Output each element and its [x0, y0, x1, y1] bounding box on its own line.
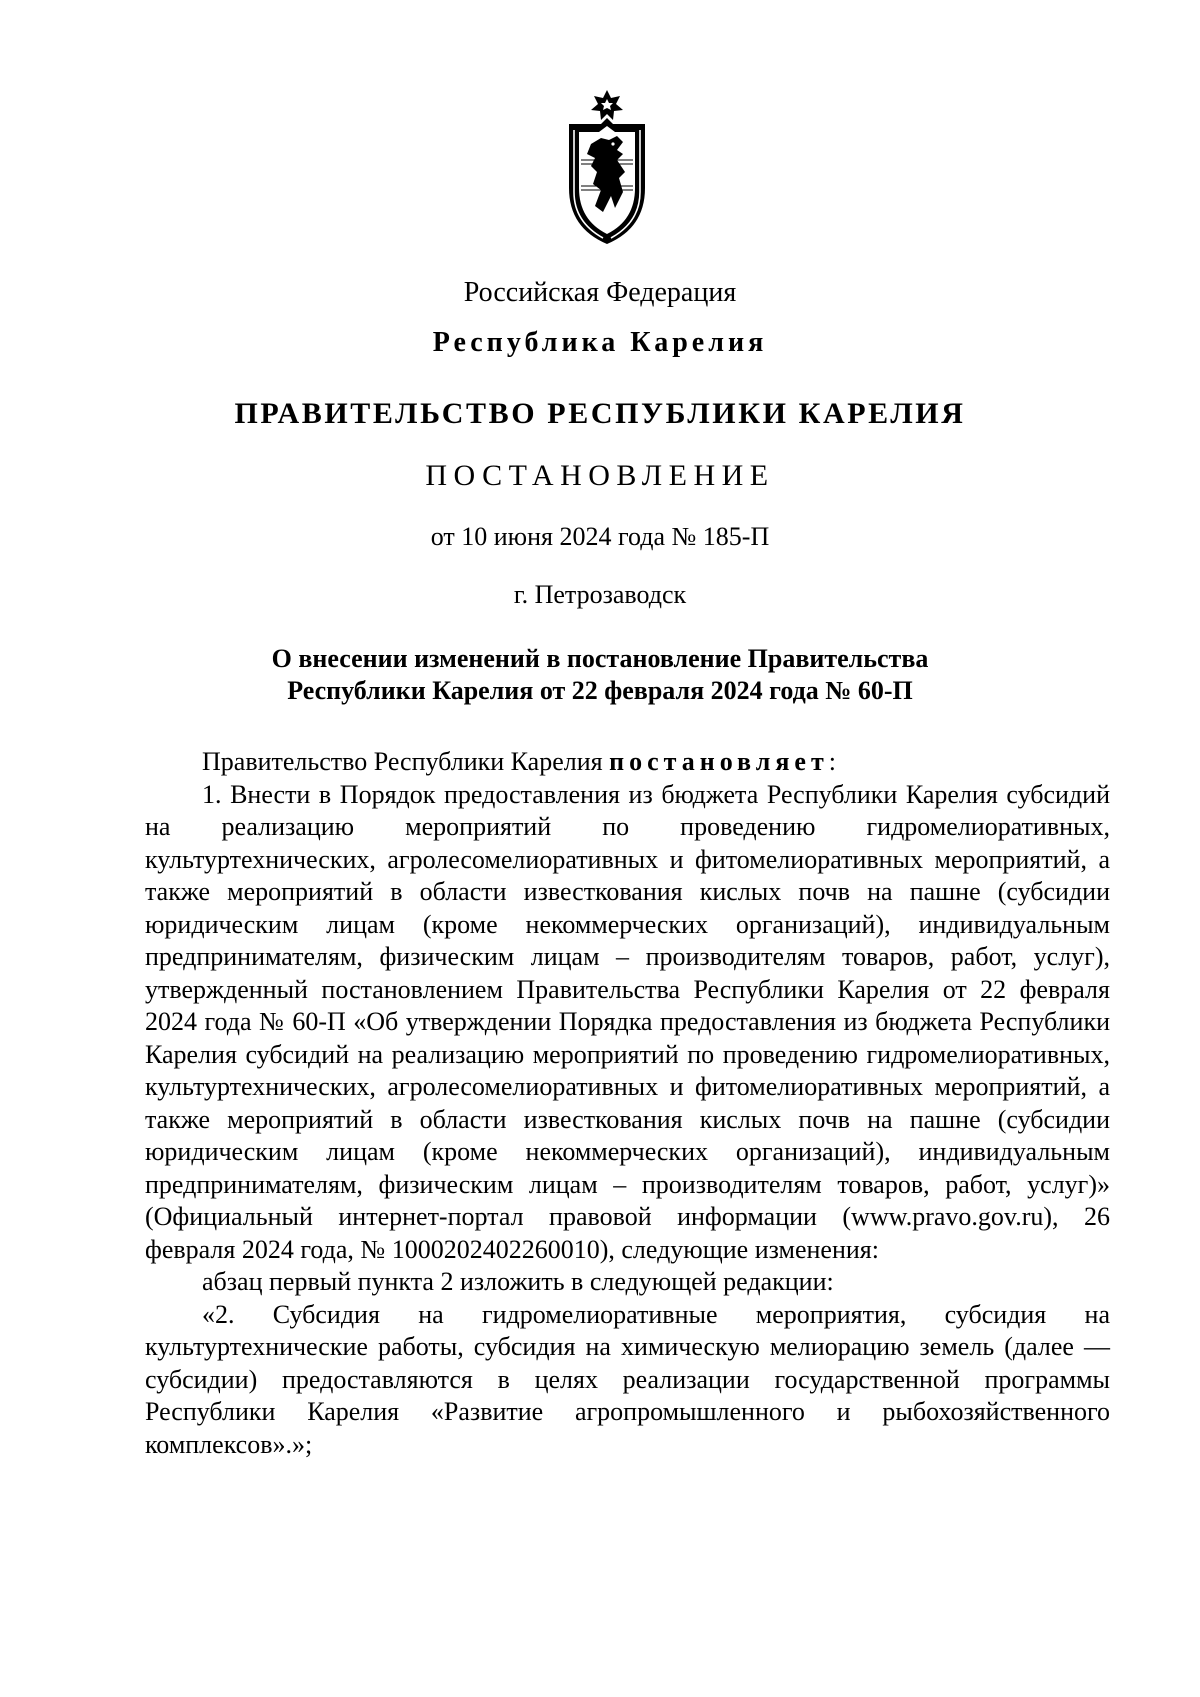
preamble — [145, 746, 1110, 779]
preamble-start: Правительство Республики Карелия — [202, 747, 610, 776]
preamble-end: : — [828, 747, 836, 776]
paragraph-3: «2. Субсидия на гидромелиоративные мероприятия, субсидия на культуртехнические работы, субсидия на химическую мелиорацию земель (далее — субсидии) предоставляются в целях реализации государственной программы Республики Карелия «Развитие агропромышленного и рыбохозяйственного комплексов».»; — [145, 1299, 1110, 1459]
document-body — [145, 746, 1110, 1461]
document-date-number: от 10 июня 2024 года № 185-П — [430, 522, 770, 551]
subject-line-2: Республики Карелия от 22 февраля 2024 года № 60-П — [287, 676, 913, 705]
preamble-verb: постановляет — [609, 747, 829, 776]
government-title: ПРАВИТЕЛЬСТВО РЕСПУБЛИКИ КАРЕЛИЯ — [234, 397, 966, 430]
country-name: Российская Федерация — [463, 277, 737, 308]
document-subject — [0, 643, 1200, 707]
republic-name: Республика Карелия — [432, 327, 768, 358]
document-city: г. Петрозаводск — [513, 580, 687, 609]
coat-of-arms-icon — [557, 88, 657, 248]
subject-line-1: О внесении изменений в постановление Правительства — [271, 644, 929, 673]
document-type: ПОСТАНОВЛЕНИЕ — [425, 459, 775, 492]
paragraph-2: абзац первый пункта 2 изложить в следующей редакции: — [202, 1267, 834, 1296]
paragraph-1: 1. Внести в Порядок предоставления из бюджета Республики Карелия субсидий на реализацию мероприятий по проведению гидромелиоративных, культуртехнических, агролесомелиоративных и фитомелиоративных мероприятий, а также мероприятий в области известкования кислых почв на пашне (субсидии юридическим лицам (кроме некоммерческих организаций), индивидуальным предпринимателям, физическим лицам – производителям товаров, работ, услуг), утвержденный постановлением Правительства Республики Карелия от 22 февраля 2024 года № 60-П «Об утверждении Порядка предоставления из бюджета Республики Карелия субсидий на реализацию мероприятий по проведению гидромелиоративных, культуртехнических, агролесомелиоративных и фитомелиоративных мероприятий, а также мероприятий в области известкования кислых почв на пашне (субсидии юридическим лицам (кроме некоммерческих организаций), индивидуальным предпринимателям, физическим лицам – производителям товаров, работ, услуг)» (Официальный интернет-портал правовой информации (www.pravo.gov.ru), 26 февраля 2024 года, № 1000202402260010), следующие изменения: — [145, 779, 1110, 1264]
star-icon — [591, 90, 623, 120]
